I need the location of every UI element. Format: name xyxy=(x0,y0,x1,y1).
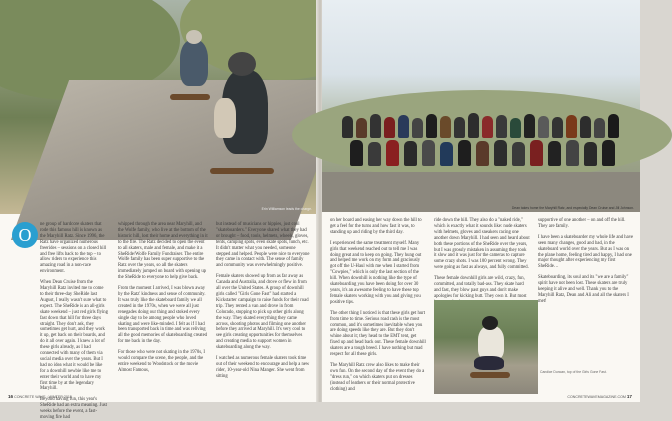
person-figure xyxy=(512,142,525,166)
person-figure xyxy=(458,140,471,166)
person-figure xyxy=(454,117,465,138)
paragraph: For those who were not skating in the 1970s, I would compare the scene, the people, and the entire weekend to Woodstock or the movie Almost Famous, xyxy=(118,350,205,373)
paragraph: The other thing I noticed is that these girls get hurt from time to time. Serious road rash is the most common, and it's sometimes inevitable when you are doing speeds like they are. But they don't whine about it; they head to the EMT tent, get fixed up and head back out. These female downhill skaters are a tough breed. I have nothing but mad respect for all these girls. xyxy=(330,310,426,358)
person-figure xyxy=(350,140,363,166)
road-surface xyxy=(11,80,349,240)
helmet-shape xyxy=(482,316,498,330)
crowd-row xyxy=(322,140,640,166)
skater-figure xyxy=(478,326,504,360)
dropcap-letter: O xyxy=(18,225,32,245)
folio-title: CONCRETEWAVEMAGAZINE.COM xyxy=(567,395,626,399)
paragraph: I watched as numerous female skaters took time out of their weekend to encourage and help a new rider, 10-year-old Nina Manger. She went from sitting xyxy=(216,356,310,379)
person-figure xyxy=(524,114,535,138)
person-figure xyxy=(386,140,399,166)
person-figure xyxy=(584,142,597,166)
photo-caption: Erin Williamson leads the charge. xyxy=(261,207,312,211)
person-figure xyxy=(468,113,479,138)
person-figure xyxy=(368,142,381,166)
dropcap-circle xyxy=(12,222,38,248)
person-figure xyxy=(538,116,549,138)
page-folio-right xyxy=(567,394,632,399)
article-column-5 xyxy=(434,218,530,299)
skateboard-shape xyxy=(470,372,510,378)
paragraph: ne group of hardcore skaters that rode this famous hill is known as the Maryhill Ratz. Since 1996, the Ratz have organized numerous freerides – sessions on a closed hill and free lifts back to the top – to allow riders to experience this amazing road in a non-race environment. xyxy=(40,222,107,275)
person-figure xyxy=(404,141,417,166)
page-folio-left xyxy=(8,394,72,399)
skateboard-shape xyxy=(170,94,210,100)
paragraph: Female skaters showed up from as far away as Canada and Australia, and drove or flew in from all over the United States. A group of downhill girls called "Girls Gone Fast" had started a Kickstarter campaign to raise funds for their road trip. They rented a van and drove in from Colorado, stopping to pick up other girls along the way. They skated everything they came across, shooting photos and filming one another before they arrived at Maryhill. It's very cool to see girls creating opportunities for themselves and creating media to support women in skateboarding along the way. xyxy=(216,274,309,351)
paragraph: whipped through the area near Maryhill, and the Wolfe family, who live at the bottom of the historic hill, lost their home and everything in it to the fire. The Ratz decided to open the event to all skaters, male and female, and make it a SheRide/Wolfe Family Fundraiser. The entire Wolfe family has been super supportive to the Ratz over the years, so all the skaters immediately jumped on board with opening up the SheRide to everyone to help give back. xyxy=(118,222,208,281)
folio-title: CONCRETE WAVE · WINTER 2015 xyxy=(14,395,72,399)
person-figure xyxy=(440,116,451,138)
person-figure xyxy=(384,117,395,138)
paragraph: ride down the hill. They also do a "naked ride," which is exactly what it sounds like: nude skaters with helmets, gloves and sneakers racing one another down Maryhill. I had seen and heard about both these portions of the SheRide over the years, but I was grossly mistaken in assuming they took it slow and it was just for the cameras to capture some crazy shots. I was 100 percent wrong. They were going as fast as always, and fully committed. xyxy=(434,218,530,271)
paragraph: supportive of one another – on and off the hill. They are family. xyxy=(538,218,626,229)
person-figure xyxy=(602,140,615,166)
paragraph: I have been a skateboarder my whole life and have seen many changes, good and bad, in the skateboard world over the years. But as I was on the plane home, feeling tired and happy, I had one major thought after experiencing my first SheRide… xyxy=(538,234,634,270)
paragraph: I experienced the same treatment myself. Many girls that weekend reached out to tell me I was doing great and to keep on going. They hung out and helped me work on my form and graciously got off the U-Haul with me when I started from "Cowpies," which is only the last section of the hill. When downhill is nothing like the type of skateboarding you have been doing for over 30 years, it's an awesome feeling to have these top female skaters working with you and giving you positive tips. xyxy=(330,240,422,305)
photo-caption: Dean takes home the Maryhill Ratz, and especially Dean Cruise and Jill Johnson. xyxy=(511,206,634,210)
small-photo-caption: Candice Duncan, top of the Girls Gone Fast. xyxy=(540,370,607,374)
skater-figure xyxy=(180,40,208,86)
person-figure xyxy=(356,118,367,138)
person-figure xyxy=(370,114,381,138)
skater-legs xyxy=(474,356,504,370)
paragraph: From the moment I arrived, I was blown away by the Ratz' kindness and sense of community. It was truly like the skateboard family we all created in the 1970s, when we were all just renegades doing our thing and stoked every single day to be among people who loved skating and were like-minded. I felt as if I had been transported back in time and was reliving all the good memories of skateboarding created for me back in the day. xyxy=(118,286,208,345)
paragraph: The Maryhill Ratz crew also likes to make their own fun. On the second day of the event they do a "dress run," on which skaters put on dresses (instead of leathers or their normal protective clothing) and xyxy=(330,362,425,392)
person-figure xyxy=(426,114,437,138)
page-number: 16 xyxy=(8,394,14,399)
skateboard-shape xyxy=(210,168,274,174)
person-figure xyxy=(342,116,353,138)
skater-crouch-photo xyxy=(434,300,538,394)
person-figure xyxy=(566,115,577,138)
article-column-2 xyxy=(118,222,208,392)
person-figure xyxy=(482,116,493,138)
person-figure xyxy=(580,116,591,138)
article-column-3 xyxy=(216,222,310,392)
person-figure xyxy=(530,140,543,166)
paragraph: but instead of musicians or hippies, just cool "skateboarders." Everyone shared what they had or brought – food, tools, helmets, wheels, gloves, tents, camping spots, even skate spots, lunch, etc. It didn't matter what you needed, someone stepped and helped. People were nice to everyone they came in contact with. The sense of family and community was overwhelmingly positive. xyxy=(216,222,310,269)
person-figure xyxy=(440,142,453,166)
group-photo xyxy=(322,0,640,212)
helmet-shape xyxy=(186,30,202,44)
paragraph: Skateboarding, its soul and its "we are a family" spirit have not been lost. These skaters are truly keeping it alive and well. Thank you to the Maryhill Ratz, Dean and Ali and all the skaters I met! xyxy=(538,275,629,304)
skater-arm xyxy=(214,98,236,138)
downhill-skaters-photo xyxy=(0,0,318,214)
person-figure xyxy=(398,115,409,138)
person-figure xyxy=(552,117,563,138)
person-figure xyxy=(566,140,579,166)
person-figure xyxy=(494,140,507,166)
right-page xyxy=(322,0,640,402)
paragraph: on her board and easing her way down the hill to get a feel for the turns and how fast it was, to standing up and riding by the third day. xyxy=(330,218,422,235)
person-figure xyxy=(594,118,605,138)
crowd-row xyxy=(322,112,640,138)
helmet-shape xyxy=(228,52,256,76)
person-figure xyxy=(608,114,619,138)
article-column-4 xyxy=(330,218,426,394)
person-figure xyxy=(422,140,435,166)
page-number: 17 xyxy=(626,394,632,399)
paragraph: Beyond having fun, this year's SheRide had an extra meaning. Just weeks before the event, a fast-moving fire had xyxy=(40,397,107,421)
person-figure xyxy=(476,141,489,166)
left-page xyxy=(0,0,318,421)
person-figure xyxy=(496,115,507,138)
person-figure xyxy=(510,118,521,138)
paragraph: When Dean Cruise from the Maryhill Ratz invited me to come to their three-day SheRide last August, I really wasn't sure what to expect. The SheRide is an all-girls skate weekend – just red girls flying fast down that hill for three days straight. They don't ask, they sometimes get hurt, and they work it up, get back on their boards, and do it all over again. I knew a lot of these girls already, as I had connected with many of them via social media over the years. But I had no idea what it would be like for a downhill newbie like me to enter their world and to have my first time by at the legendary Maryhill. xyxy=(40,280,108,392)
person-figure xyxy=(412,118,423,138)
paragraph: These female downhill girls are wild, crazy, fun, committed, and totally bad-ass. They skate hard and fast, they blow past guys and don't make apologies for kicking butt. They own it. But most xyxy=(434,276,527,299)
person-figure xyxy=(548,141,561,166)
article-column-6 xyxy=(538,218,634,368)
